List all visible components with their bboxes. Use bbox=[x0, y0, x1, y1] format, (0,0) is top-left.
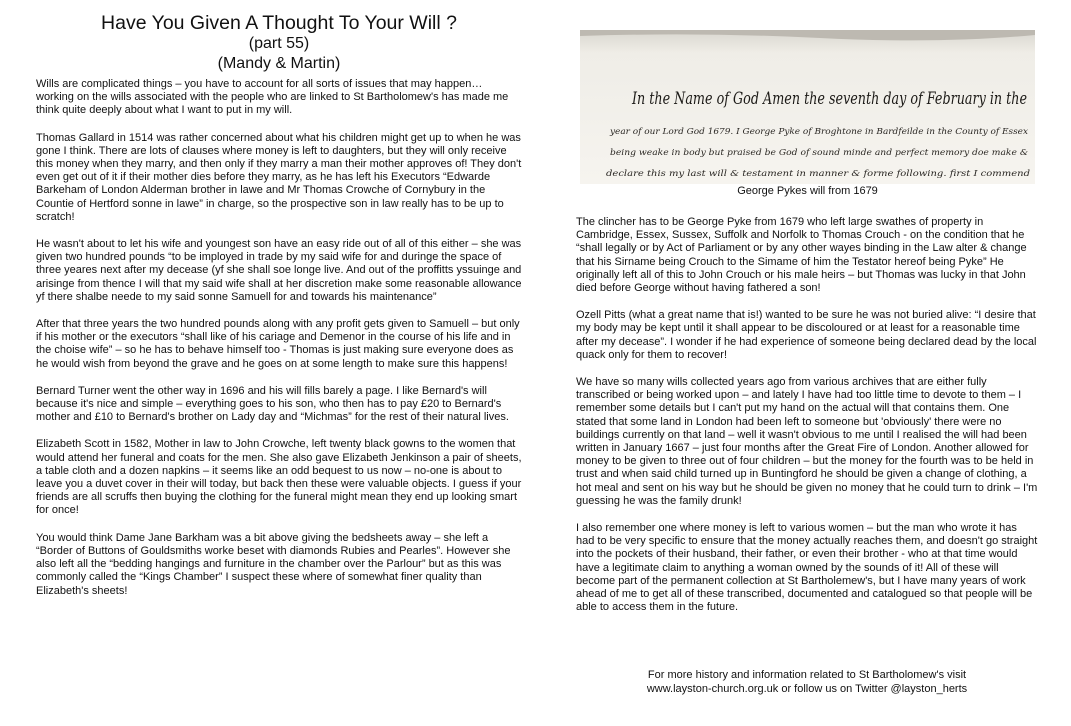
part-number: (part 55) bbox=[248, 35, 310, 52]
paragraph: He wasn't about to let his wife and youngest son have an easy ride out of all of this either – she was given two hundred pounds “to be imployed in trade by my said wife for and duringe the space of three yeares next after my decease (yf she shall soe longe live. And out of the proffitts yssuinge and arisinge from thence I will that my said wife shall at her discretion make some reasonable allowance yf there shalbe neede to my said sonne Samuell for and towards his maintenance” bbox=[36, 238, 522, 303]
paragraph: Bernard Turner went the other way in 1696 and his will fills barely a page. I like Bernard's will because it's nice and simple – everything goes to his son, who then has to pay £20 to Bernard's mother and £10 to Bernard's brother on Lady day and “Michmas” for the rest of their natural lives. bbox=[36, 384, 509, 424]
paragraph: The clincher has to be George Pyke from 1679 who left large swathes of property in Cambridge, Essex, Sussex, Suffolk and Norfolk to Thomas Crouch - on the condition that he “shall legally or by Act of Parliament or by any other wayes binding in the Law alter & change that his Sirname being Crouch to the Simame of him the Testator hereof being Pyke” He originally left all of this to John Crouch or his male heirs – but Thomas was lucky in that John died before George without having fathered a son! bbox=[576, 216, 1027, 295]
left-column bbox=[36, 0, 522, 612]
authors: (Mandy & Martin) bbox=[217, 55, 341, 72]
paragraph: Elizabeth Scott in 1582, Mother in law to John Crowche, left twenty black gowns to the women that would attend her funeral and coats for the men. She also gave Elizabeth Jenkinson a pair of sheets, a table cloth and a dozen napkins – it seems like an odd bequest to us now – no-one is about to leave you a duvet cover in their will today, but back then these were valuable objects. I guess if your friends are all scruffs then buying the clothing for the funeral might mean they end up looking smart for once! bbox=[36, 438, 522, 517]
will-figure bbox=[580, 30, 1035, 198]
figure-caption: George Pykes will from 1679 bbox=[737, 185, 878, 197]
paragraph: You would think Dame Jane Barkham was a bit above giving the bedsheets away – she left a “Border of Buttons of Gouldsmiths worke beset with diamonds Rubies and Pearles”. However she also left all the “bedding hangings and furniture in the chamber over the Parlour” but as this was commonly called the “Kings Chamber” I suspect these where of somewhat finer quality than Elizabeth's sheets! bbox=[36, 531, 511, 597]
manuscript-line-2: year of our Lord God 1679. I George Pyke of Broghtone in Bardfeilde in the County of Essex bbox=[608, 127, 1029, 136]
paragraph: I also remember one where money is left to various women – but the man who wrote it has had to be very specific to ensure that the money actually reaches them, and doesn't go straight into the pockets of their husband, their father, or even their brother - who at that time would have a legitimate claim to anything a woman owned by the sounds of it! All of these will become part of the permanent collection at St Bartholemew's, but I have many years of work ahead of me to get all of these transcribed, documented and catalogued so that people will be able to access them in the future. bbox=[576, 522, 1038, 614]
left-paragraphs bbox=[36, 78, 522, 598]
manuscript-line-4: declare this my last will & testament in manner & forme following. first I commend bbox=[606, 169, 1030, 178]
paragraph: Wills are complicated things – you have to account for all sorts of issues that may happen… working on the wills associated with the people who are linked to St Bartholomew's has made me think quite deeply about what I want to put in my will. bbox=[36, 78, 509, 117]
paragraph: Ozell Pitts (what a great name that is!) wanted to be sure he was not buried alive: “I desire that my body may be kept until it shall appear to be discoloured or at least for a reasonable time after my decease”. I wonder if he had experience of someone being declared dead by the local quack only for them to recover! bbox=[576, 309, 1037, 361]
manuscript-image bbox=[580, 30, 1035, 184]
footer-line-2: www.layston-church.org.uk or follow us on Twitter @layston_herts bbox=[646, 682, 968, 695]
paragraph: Thomas Gallard in 1514 was rather concerned about what his children might get up to when he was gone I think. There are lots of clauses where money is left to daughters, but they will only receive this money when they marry, and then only if they marry a man their mother approves of! They don't even get out of it if their mother dies before they marry, as he has left his Executors “Edwarde Barkeham of London Alderman brother in lawe and Mr Thomas Crowche of Cornybury in the Countie of Hertford sonne in lawe” in charge, so the prospective son in law really has to be up to scratch! bbox=[36, 131, 522, 223]
paragraph: After that three years the two hundred pounds along with any profit gets given to Samuell – but only if his mother or the executors “shall like of his cariage and Demenor in the course of his life and in the choise wife” – so he has to behave himself too - Thomas is just making sure everyone does as he would wish from beyond the grave and he goes on at some length to make sure this happens! bbox=[36, 318, 520, 370]
paragraph: We have so many wills collected years ago from various archives that are either fully transcribed or being worked upon – and lately I have had too little time to devote to them – I remember some details but I can't put my hand on the actual will that contains them. One stated that some land in London had been left to someone but 'obviously' there were no buildings currently on that land – well it wasn't obvious to me until I realised the will had been written in January 1667 – just four months after the Great Fire of London. Another allowed for money to be given to three out of four children – but the money for the fourth was to be held in trust and when said child turned up in Buntingford he should be given a change of clothing, a hot meal and sent on his way but he should be given no money that he could turn to drink – I'm guessing he was the family drunk! bbox=[576, 376, 1038, 507]
title-block bbox=[36, 0, 522, 74]
right-paragraphs bbox=[576, 216, 1038, 628]
page-title: Have You Given A Thought To Your Will ? bbox=[101, 12, 457, 34]
footer-line-1: For more history and information related to St Bartholomew's visit bbox=[647, 669, 967, 681]
manuscript-line-1: In the Name of God Amen the seventh day of February in the bbox=[631, 89, 1027, 109]
footer bbox=[576, 669, 1038, 696]
manuscript-line-3: being weake in body but praised be God of sound minde and perfect memory doe make & bbox=[610, 148, 1028, 157]
